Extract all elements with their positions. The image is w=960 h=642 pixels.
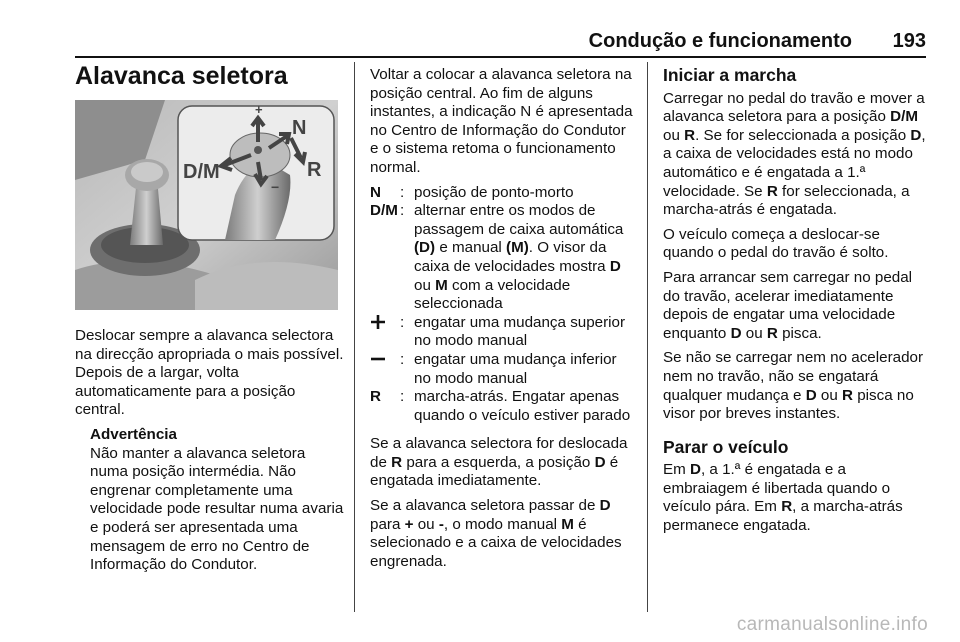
def-term-n: N [370, 183, 381, 201]
col3-paragraph-4: Se não se carregar nem no acelerador nem no travão, não se engatará qualquer mudança e D ou R pisca no visor por breves instantes. [663, 349, 924, 423]
col1-paragraph: Deslocar sempre a alavanca selectora na direcção apropriada o mais possível. Depois de a largar, volta automaticamente para a posição central. [75, 327, 344, 419]
svg-text:+: + [255, 102, 263, 117]
column-3 [663, 66, 928, 542]
section-title: Alavanca seletora [75, 62, 288, 90]
column-1 [75, 327, 345, 575]
column-2 [370, 66, 635, 577]
column-divider-2 [647, 62, 648, 612]
column-divider-1 [354, 62, 355, 612]
def-colon: : [400, 313, 405, 331]
svg-text:−: − [271, 179, 280, 195]
col3-paragraph-2: O veículo começa a deslocar-se quando o pedal do travão é solto. [663, 225, 889, 262]
def-colon: : [400, 202, 405, 220]
col3-paragraph-3: Para arrancar sem carregar no pedal do travão, acelerar imediatamente depois de engatar uma velocidade enquanto D ou R pisca. [663, 268, 913, 342]
gear-lever-figure [75, 100, 338, 310]
def-term-r: R [370, 388, 381, 406]
def-row-r [370, 388, 635, 425]
col3-paragraph-1: Carregar no pedal do travão e mover a alavanca seletora para a posição D/M ou R. Se for seleccionada a posição D, a caixa de velocidades está no modo automático e é engatada a 1.ª velocidade. Se R for seleccionada, a marcha-atrás é engatada. [663, 89, 926, 219]
figure-label-n: N [292, 117, 307, 139]
col2-paragraph-3: Se a alavanca seletora passar de D para + ou -, o modo manual M é selecionado e a caixa de velocidades engrenada. [370, 497, 622, 570]
def-desc-plus: engatar uma mudança superior no modo manual [414, 313, 626, 350]
header-rule [75, 56, 926, 58]
def-row-plus [370, 314, 635, 351]
def-colon: : [400, 183, 405, 201]
chapter-title: Condução e funcionamento [588, 30, 852, 52]
def-row-minus [370, 351, 635, 388]
col2-paragraph-2: Se a alavanca selectora for deslocada de R para a esquerda, a posição D é engatada imediatamente. [370, 435, 628, 490]
figure-label-r: R [307, 159, 322, 181]
def-colon: : [400, 350, 405, 368]
def-term-dm: D/M [370, 202, 398, 220]
figure-label-dm: D/M [183, 161, 220, 183]
warning-box [90, 426, 345, 575]
def-desc-r: marcha-atrás. Engatar apenas quando o veículo estiver parado [414, 388, 631, 424]
warning-title: Advertência [90, 425, 177, 443]
definition-list [370, 184, 635, 426]
col3-paragraph-5: Em D, a 1.ª é engatada e a embraiagem é libertada quando o veículo pára. Em R, a marcha-atrás permanece engatada. [663, 461, 903, 535]
minus-icon [370, 351, 400, 373]
def-desc-n: posição de ponto-morto [414, 183, 574, 201]
page-number: 193 [892, 30, 926, 52]
plus-icon [370, 314, 400, 336]
heading-parar-veiculo: Parar o veículo [663, 436, 789, 457]
def-colon: : [400, 388, 405, 406]
col2-paragraph-1: Voltar a colocar a alavanca seletora na posição central. Ao fim de alguns instantes, a indicação N é apresentada no Centro de Informação do Condutor e o sistema retoma o funcionamento normal. [370, 66, 633, 176]
warning-text: Não manter a alavanca seletora numa posição intermédia. Não engrenar completamente uma velocidade pode resultar numa avaria e poderá ser apresentada uma mensagem de erro no Centro de Informação do Condutor. [90, 444, 344, 574]
def-row-n [370, 184, 635, 203]
watermark: carmanualsonline.info [736, 614, 928, 635]
def-desc-minus: engatar uma mudança inferior no modo manual [414, 350, 617, 387]
def-row-dm [370, 202, 635, 314]
heading-iniciar-marcha: Iniciar a marcha [663, 65, 797, 85]
def-desc-dm: alternar entre os modos de passagem de caixa automática (D) e manual (M). O visor da caixa de velocidades mostra D ou M com a velocidade seleccionada [414, 202, 624, 313]
